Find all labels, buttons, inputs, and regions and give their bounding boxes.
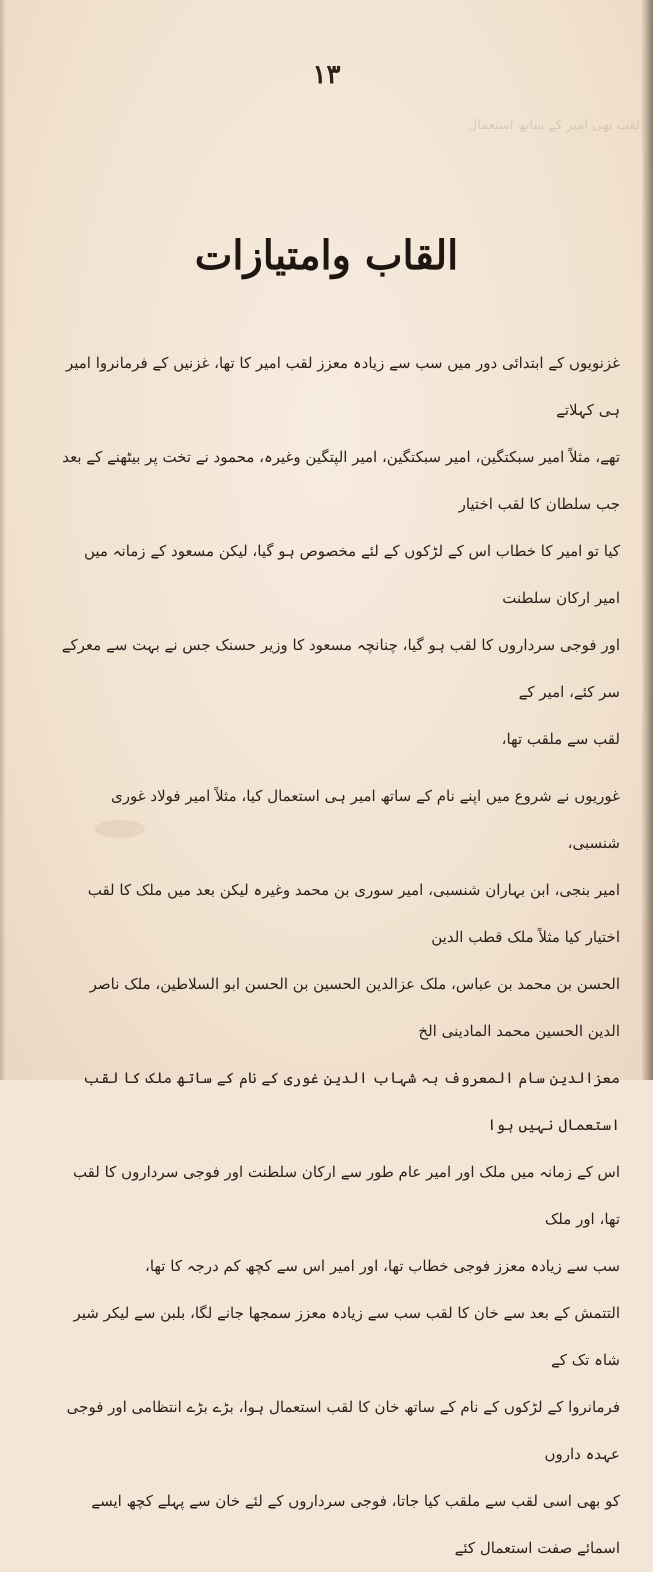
text-line: غوریوں نے شروع میں اپنے نام کے ساتھ امیر ہی استعمال کیا، مثلاً امیر فولاد غوری شنسبی،	[111, 787, 620, 852]
text-line: الحسن بن محمد بن عباس، ملک عزالدین الحسین بن الحسن ابو السلاطین، ملک ناصر الدین الحسین محمد المادینی الخ	[89, 975, 620, 1040]
text-line: التتمش کے بعد سے خان کا لقب سب سے زیادہ معزز سمجھا جانے لگا، بلبن سے لیکر شیر شاہ تک کے	[73, 1304, 620, 1369]
ink-smudge	[95, 820, 145, 838]
text-line: غزنویوں کے ابتدائی دور میں سب سے زیادہ معزز لقب امیر کا تھا، غزنیں کے فرمانروا امیر ہی کہلاتے	[65, 354, 620, 419]
chapter-heading: القاب وامتیازات	[194, 232, 459, 279]
page-left-edge	[0, 0, 6, 1080]
text-line: تھے، مثلاً امیر سبکتگین، امیر سبکتگین، امیر الپتگین وغیرہ، محمود نے تخت پر بیٹھنے کے بعد جب سلطان کا لقب اختیار	[62, 448, 620, 513]
page-right-edge	[641, 0, 653, 1080]
paragraph	[60, 340, 620, 763]
text-line: کیا تو امیر کا خطاب اس کے لڑکوں کے لئے مخصوص ہو گیا، لیکن مسعود کے زمانہ میں امیر ارکان سلطنت	[83, 542, 620, 607]
text-line: معزالدین سام المعروف بہ شہاب الدین غوری کے نام کے ساتھ ملک کا لقب استعمال نہیں ہوا	[83, 1069, 620, 1134]
text-line: لقب سے ملقب تھا،	[501, 730, 620, 748]
text-line: اور فوجی سرداروں کا لقب ہو گیا، چنانچہ مسعود کا وزیر حسنک جس نے بہت سے معرکے سر کئے، امیر کے	[61, 636, 620, 701]
text-line: سب سے زیادہ معزز فوجی خطاب تھا، اور امیر اس سے کچھ کم درجہ کا تھا،	[144, 1257, 620, 1275]
text-line: فرمانروا کے لڑکوں کے نام کے ساتھ خان کا لقب استعمال ہوا، بڑے بڑے انتظامی اور فوجی عہدہ داروں	[66, 1398, 620, 1463]
paragraph	[60, 773, 620, 1290]
text-line: امیر بنجی، ابن بہاران شنسبی، امیر سوری بن محمد وغیرہ لیکن بعد میں ملک کا لقب اختیار کیا مثلاً ملک قطب الدین	[87, 881, 620, 946]
body-text	[60, 340, 620, 1572]
bleed-through-text: لقب بھی امیر کے ساتھ استعمال	[467, 118, 640, 133]
text-line: کو بھی اسی لقب سے ملقب کیا جاتا، فوجی سرداروں کے لئے خان سے پہلے کچھ ایسے اسمائے صفت استعمال کئے	[91, 1492, 620, 1557]
text-line: اس کے زمانہ میں ملک اور امیر عام طور سے ارکان سلطنت اور فوجی سرداروں کا لقب تھا، اور ملک	[72, 1163, 620, 1228]
page-number: ۱۳	[312, 60, 341, 90]
paragraph	[60, 1290, 620, 1572]
